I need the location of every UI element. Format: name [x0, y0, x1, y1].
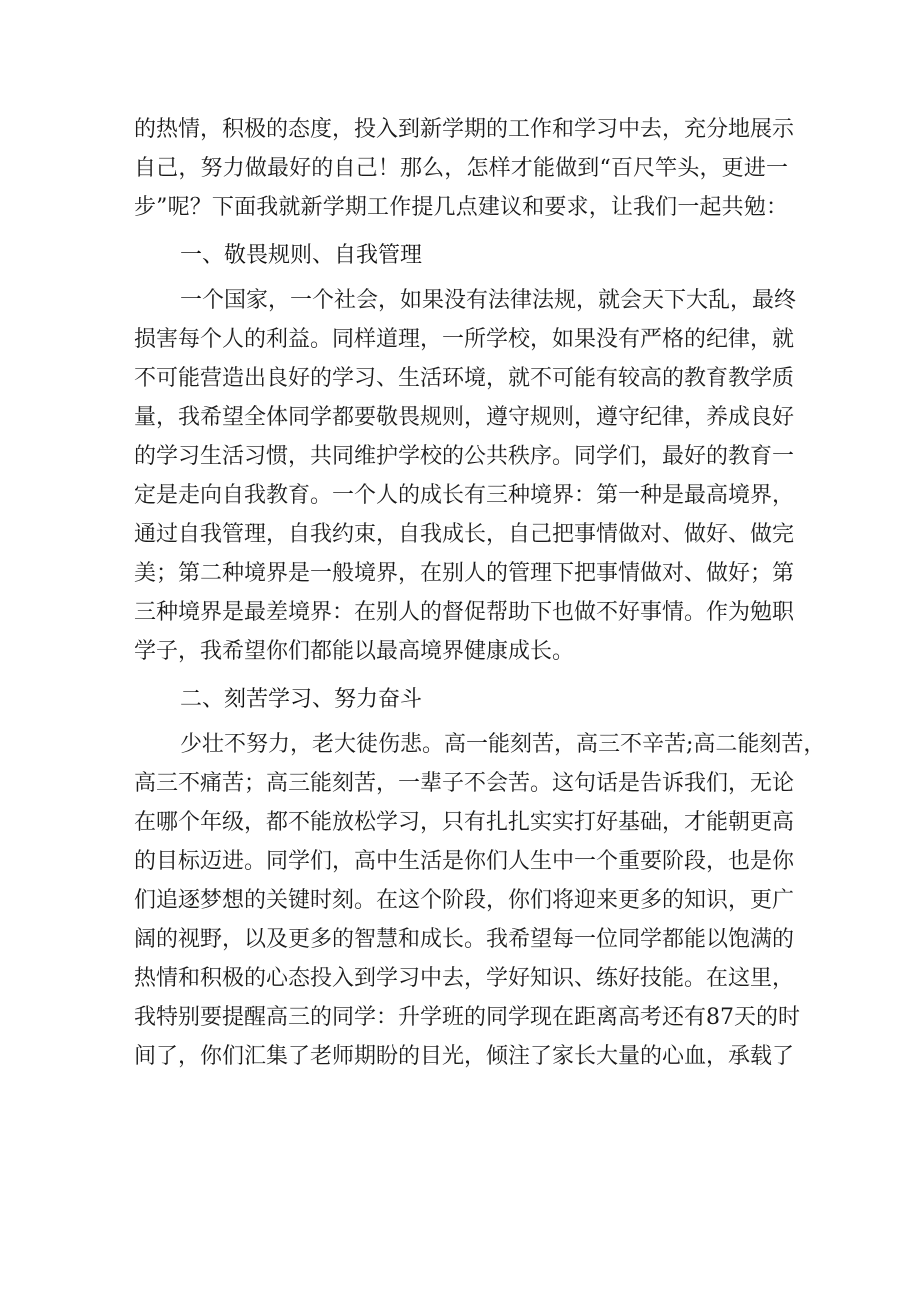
text-line: 的学习生活习惯，共同维护学校的公共秩序。同学们，最好的教育一	[134, 444, 795, 469]
text-line: 美；第二种境界是一般境界，在别人的管理下把事情做对、做好；第	[134, 561, 795, 586]
section-2-paragraph	[134, 725, 826, 1076]
text-line: 们追逐梦想的关键时刻。在这个阶段，你们将迎来更多的知识，更广	[134, 888, 795, 913]
text-line: 步”呢？下面我就新学期工作提几点建议和要求，让我们一起共勉：	[134, 195, 788, 220]
text-line: 热情和积极的心态投入到学习中去，学好知识、练好技能。在这里，	[134, 966, 795, 991]
text-line: 损害每个人的利益。同样道理，一所学校，如果没有严格的纪律，就	[134, 327, 795, 352]
text-line: 通过自我管理，自我约束，自我成长，自己把事情做对、做好、做完	[134, 522, 795, 547]
text-line: 间了，你们汇集了老师期盼的目光，倾注了家长大量的心血，承载了	[134, 1044, 795, 1069]
text-line: 一个国家，一个社会，如果没有法律法规，就会天下大乱，最终	[180, 288, 797, 313]
text-line: 在哪个年级，都不能放松学习，只有扎扎实实打好基础，才能朝更高	[134, 810, 795, 835]
text-line: 不可能营造出良好的学习、生活环境，就不可能有较高的教育教学质	[134, 366, 795, 391]
section-heading-2: 二、刻苦学习、努力奋斗	[180, 687, 423, 712]
section-heading-1: 一、敬畏规则、自我管理	[180, 243, 423, 268]
text-line: 自己，努力做最好的自己！那么，怎样才能做到“百尺竿头，更进一	[134, 156, 788, 181]
text-line: 三种境界是最差境界：在别人的督促帮助下也做不好事情。作为勉职	[134, 600, 795, 625]
document-body	[134, 110, 826, 1076]
text-line: 高三不痛苦；高三能刻苦，一辈子不会苦。这句话是告诉我们，无论	[134, 771, 795, 796]
text-line: 的目标迈进。同学们，高中生活是你们人生中一个重要阶段，也是你	[134, 849, 795, 874]
text-line: 的热情，积极的态度，投入到新学期的工作和学习中去，充分地展示	[134, 117, 795, 142]
text-line: 阔的视野，以及更多的智慧和成长。我希望每一位同学都能以饱满的	[134, 927, 795, 952]
text-line: 量，我希望全体同学都要敬畏规则，遵守规则，遵守纪律，养成良好	[134, 405, 795, 430]
text-line: 我特别要提醒高三的同学：升学班的同学现在距离高考还有87天的时	[134, 1005, 800, 1030]
text-line: 定是走向自我教育。一个人的成长有三种境界：第一种是最高境界，	[134, 483, 795, 508]
intro-paragraph	[134, 110, 795, 227]
text-line: 少壮不努力，老大徒伤悲。高一能刻苦，高三不辛苦;高二能刻苦，	[180, 732, 826, 757]
text-line: 学子，我希望你们都能以最高境界健康成长。	[134, 639, 575, 664]
section-1-paragraph	[134, 281, 797, 671]
